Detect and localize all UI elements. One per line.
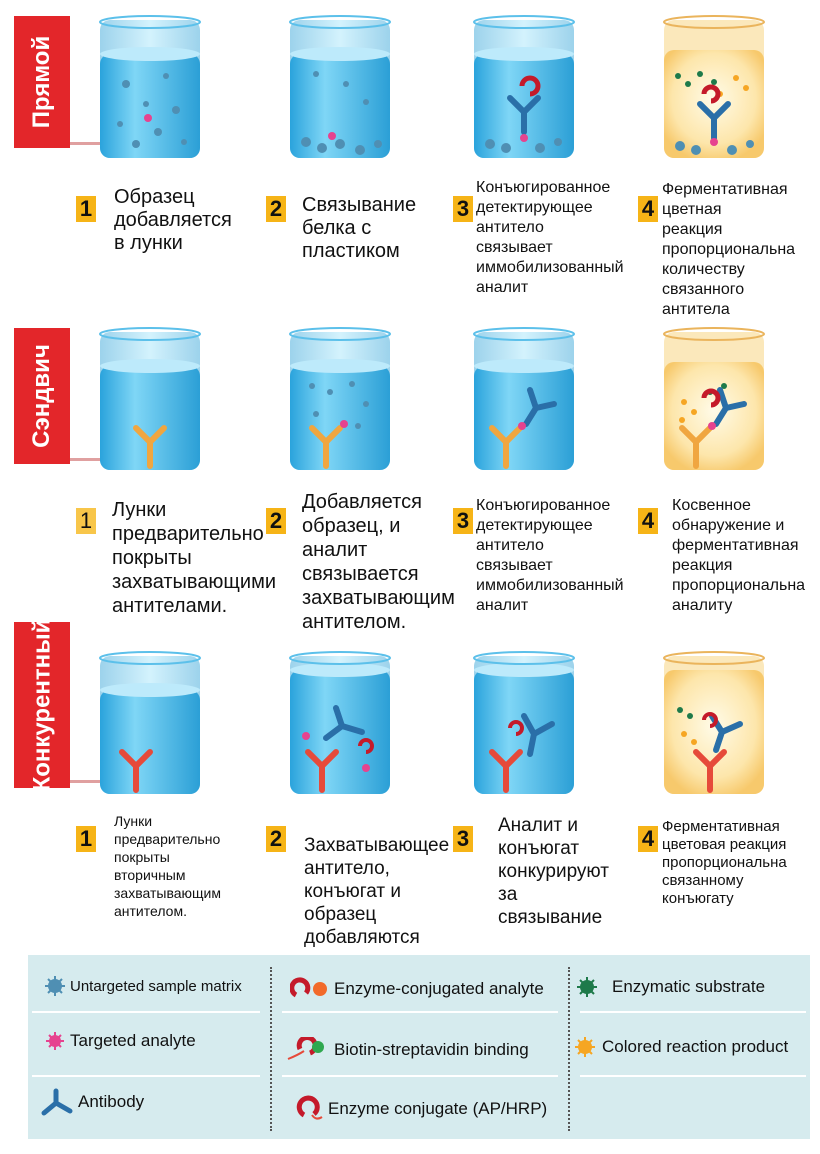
step-number: 4	[638, 826, 658, 852]
step-number: 3	[453, 196, 473, 222]
step-number: 4	[638, 196, 658, 222]
legend-divider	[270, 967, 272, 1131]
step-number: 4	[638, 508, 658, 534]
beaker-direct-1	[96, 14, 204, 164]
row-label-sandwich	[14, 328, 70, 464]
beaker-sandwich-1	[96, 326, 204, 476]
legend-item-targeted	[44, 1030, 196, 1052]
legend-label: Colored reaction product	[602, 1037, 789, 1056]
legend-label: Biotin-streptavidin binding	[334, 1040, 529, 1059]
legend-item-antibody	[38, 1087, 144, 1117]
step-number: 1	[76, 196, 96, 222]
step-number: 2	[266, 826, 286, 852]
step-description: Лунки предварительно покрыты захватывающими антителами.	[112, 499, 276, 617]
legend-label: Targeted analyte	[70, 1031, 196, 1050]
row-label-competitive	[14, 618, 70, 792]
legend-label: Enzyme conjugate (AP/HRP)	[328, 1099, 548, 1118]
row-label-text: Конкурентный	[28, 618, 56, 792]
step-description: Конъюгированное детектирующее антитело связывает иммобилизованный аналит	[476, 497, 624, 614]
legend-item-substrate	[574, 975, 765, 999]
step-number: 2	[266, 508, 286, 534]
legend-separator	[282, 1011, 558, 1013]
step-description: Ферментативная цветная реакция пропорциональна количеству связанного антитела	[662, 181, 796, 318]
legend-item-untargeted	[44, 975, 242, 997]
step-description: Аналит и конъюгат конкурируют за связывание	[498, 815, 609, 928]
legend-separator	[282, 1075, 558, 1077]
legend-separator	[32, 1075, 260, 1077]
beaker-sandwich-3	[470, 326, 578, 476]
step-description: Лунки предварительно покрыты вторичным захватывающим антителом.	[114, 813, 221, 919]
legend-label: Enzymatic substrate	[612, 977, 766, 996]
legend-label: Enzyme-conjugated analyte	[334, 979, 544, 998]
beaker-sandwich-4	[660, 326, 768, 476]
legend-label: Antibody	[78, 1092, 145, 1111]
legend-item-enzyme-conjugate	[296, 1095, 547, 1123]
beaker-competitive-4	[660, 650, 768, 800]
step-description: Связывание белка с пластиком	[302, 194, 417, 262]
legend-item-colored	[572, 1035, 788, 1059]
step-description: Конъюгированное детектирующее антитело связывает иммобилизованный аналит	[476, 179, 624, 296]
step-description: Ферментативная цветовая реакция пропорциональна связанному конъюгату	[662, 818, 787, 907]
biotin-streptavidin-icon	[286, 1037, 330, 1063]
row-label-text: Прямой	[28, 35, 56, 129]
beaker-sandwich-2	[286, 326, 394, 476]
legend-separator	[580, 1011, 806, 1013]
step-number: 2	[266, 196, 286, 222]
step-number: 3	[453, 508, 473, 534]
row-label-direct	[14, 16, 70, 148]
step-description: Образец добавляется в лунки	[114, 186, 232, 254]
beaker-direct-2	[286, 14, 394, 164]
legend-item-enzyme-analyte	[290, 977, 544, 1001]
enzymatic-substrate-icon	[574, 975, 600, 999]
antibody-icon	[38, 1087, 74, 1117]
step-number: 3	[453, 826, 473, 852]
beaker-direct-4	[660, 14, 768, 164]
row-label-text: Сэндвич	[28, 344, 56, 448]
legend-divider	[568, 967, 570, 1131]
beaker-competitive-3	[470, 650, 578, 800]
legend-item-biotin	[286, 1037, 529, 1063]
step-number: 1	[76, 826, 96, 852]
enzyme-conjugated-analyte-icon	[290, 977, 330, 1001]
enzyme-conjugate-icon	[296, 1095, 324, 1123]
step-description: Косвенное обнаружение и ферментативная реакция пропорциональна аналиту	[672, 497, 806, 614]
beaker-direct-3	[470, 14, 578, 164]
step-number: 1	[76, 508, 96, 534]
step-description: Добавляется образец, и аналит связывается захватывающим антителом.	[302, 491, 455, 633]
beaker-competitive-1	[96, 650, 204, 800]
targeted-analyte-icon	[44, 1030, 66, 1052]
untargeted-matrix-icon	[44, 975, 66, 997]
legend-label: Untargeted sample matrix	[70, 977, 242, 995]
legend-separator	[32, 1011, 260, 1013]
colored-product-icon	[572, 1035, 598, 1059]
legend-panel	[28, 955, 810, 1139]
step-description: Захватывающее антитело, конъюгат и образец добавляются	[304, 835, 450, 948]
legend-separator	[580, 1075, 806, 1077]
beaker-competitive-2	[286, 650, 394, 800]
